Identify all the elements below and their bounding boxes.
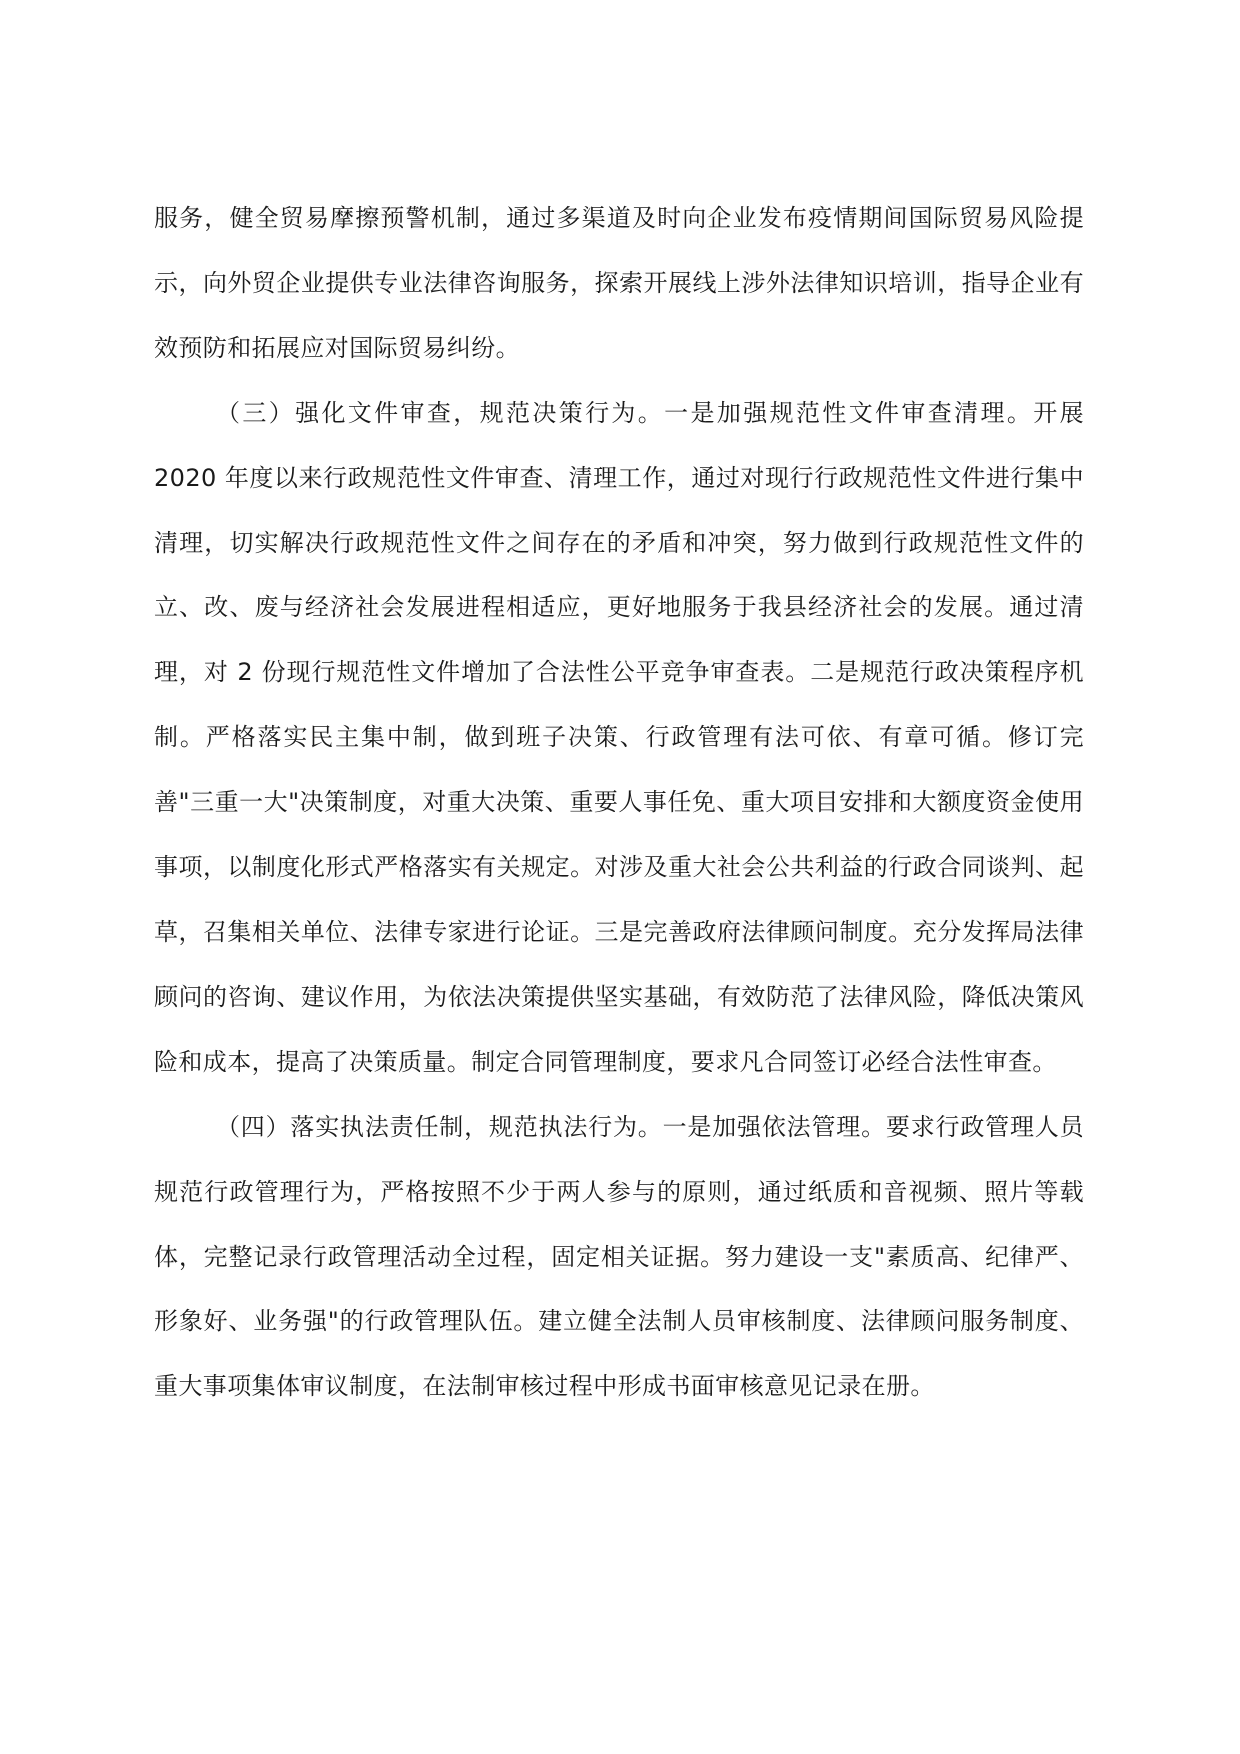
paragraph-law-enforcement-responsibility: （四）落实执法责任制，规范执法行为。一是加强依法管理。要求行政管理人员规范行政管理行为，严格按照不少于两人参与的原则，通过纸质和音视频、照片等载体，完整记录行政管理活动全过程，固定相关证据。努力建设一支"素质高、纪律严、形象好、业务强"的行政管理队伍。建立健全法制人员审核制度、法律顾问服务制度、重大事项集体审议制度，在法制审核过程中形成书面审核意见记录在册。 — [154, 1112, 1084, 1401]
body-text — [154, 186, 1084, 1419]
paragraph-trade-friction-warning: 服务，健全贸易摩擦预警机制，通过多渠道及时向企业发布疫情期间国际贸易风险提示，向外贸企业提供专业法律咨询服务，探索开展线上涉外法律知识培训，指导企业有效预防和拓展应对国际贸易纠纷。 — [154, 204, 1084, 362]
paragraph-document-review: （三）强化文件审查，规范决策行为。一是加强规范性文件审查清理。开展 2020 年度以来行政规范性文件审查、清理工作，通过对现行行政规范性文件进行集中清理，切实解决行政规范性文件之间存在的矛盾和冲突，努力做到行政规范性文件的立、改、废与经济社会发展进程相适应，更好地服务于我县经济社会的发展。通过清理，对 2 份现行规范性文件增加了合法性公平竞争审查表。二是规范行政决策程序机制。严格落实民主集中制，做到班子决策、行政管理有法可依、有章可循。修订完善"三重一大"决策制度，对重大决策、重要人事任免、重大项目安排和大额度资金使用事项，以制度化形式严格落实有关规定。对涉及重大社会公共利益的行政合同谈判、起草，召集相关单位、法律专家进行论证。三是完善政府法律顾问制度。充分发挥局法律顾问的咨询、建议作用，为依法决策提供坚实基础，有效防范了法律风险，降低决策风险和成本，提高了决策质量。制定合同管理制度，要求凡合同签订必经合法性审查。 — [154, 398, 1084, 1076]
